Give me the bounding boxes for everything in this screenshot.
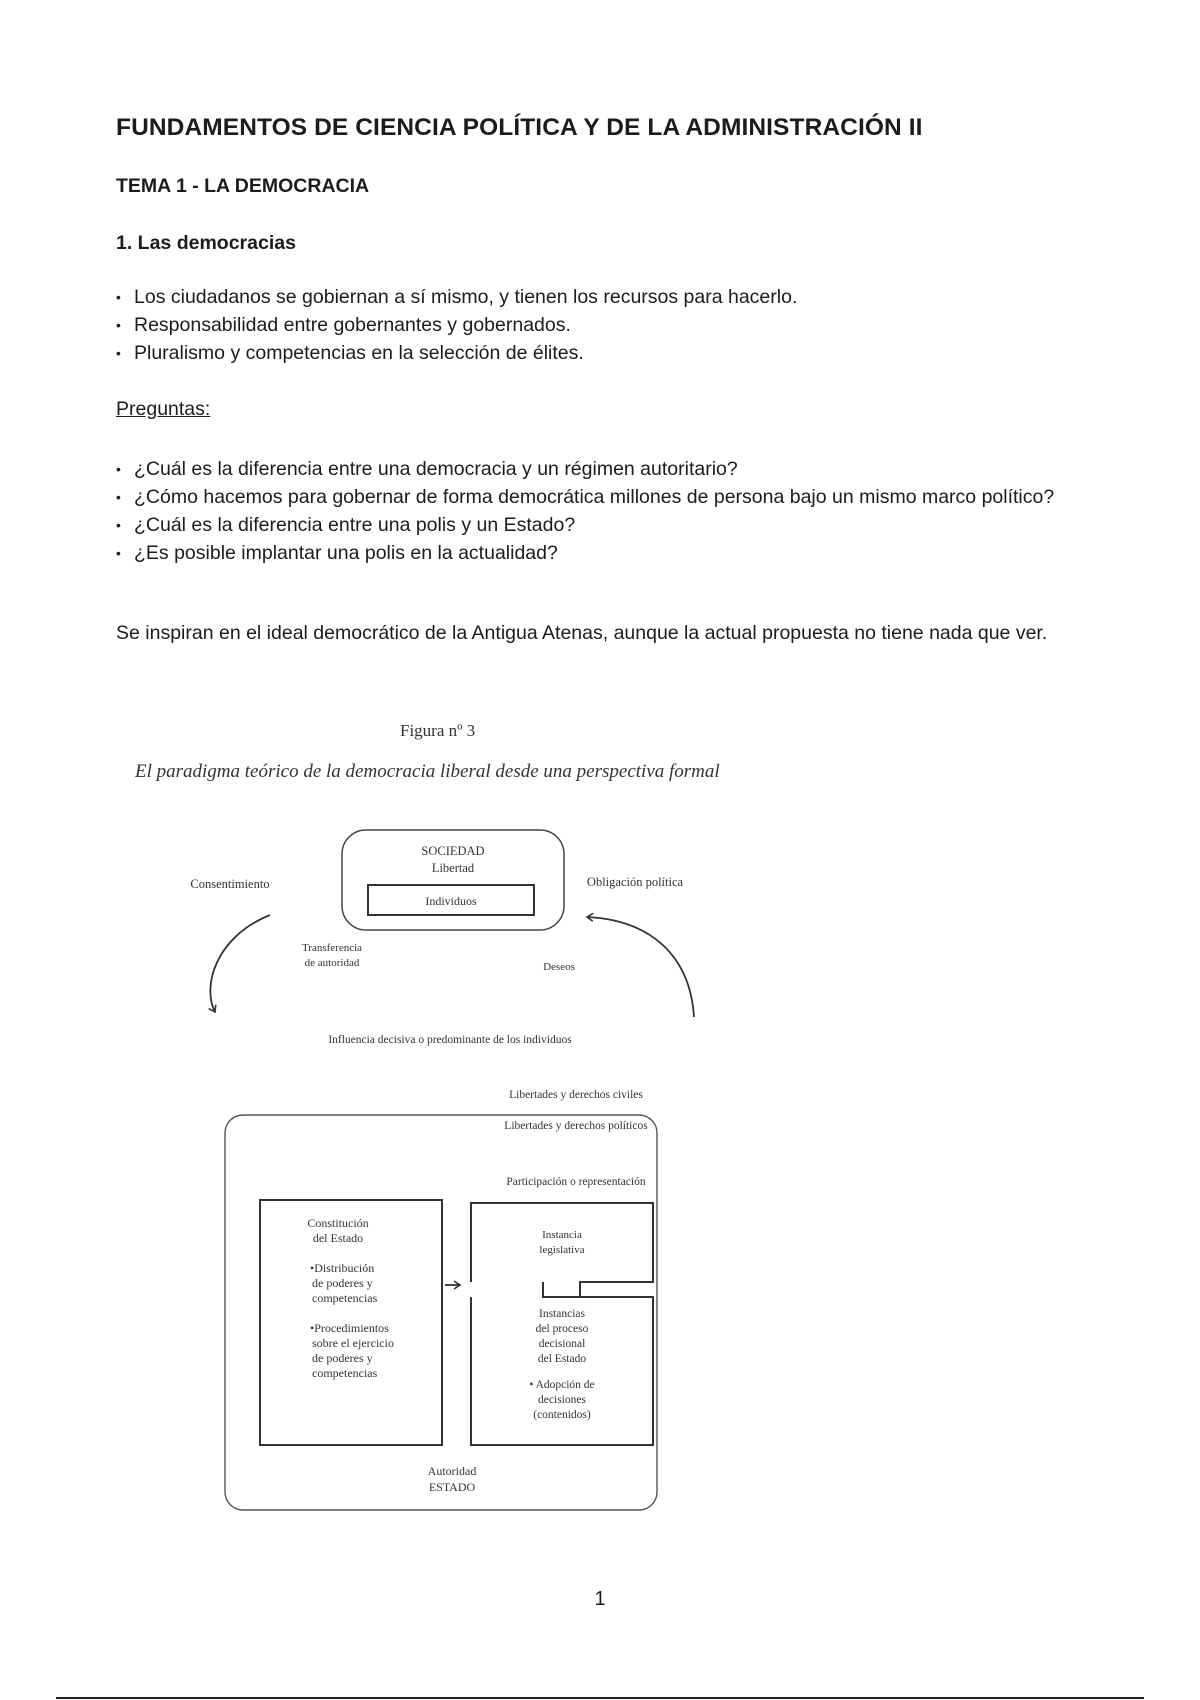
list-item: • ¿Cuál es la diferencia entre una democracia y un régimen autoritario?: [116, 455, 1076, 483]
decision-line2: del proceso: [535, 1323, 589, 1335]
obligation-arrow: [587, 917, 694, 1017]
adoption-line3: (contenidos): [533, 1409, 591, 1421]
questions-list: [116, 455, 1076, 567]
society-sub-label: Libertad: [431, 861, 475, 875]
influence-label: Influencia decisiva o predominante de los individuos: [328, 1034, 572, 1046]
transfer-label-line1: Transferencia: [301, 942, 363, 954]
consent-arrow: [210, 915, 270, 1012]
participation-label: Participación o representación: [506, 1176, 646, 1188]
list-item: • Los ciudadanos se gobiernan a sí mismo, y tienen los recursos para hacerlo.: [116, 283, 1076, 311]
procedures-line2: sobre el ejercicio: [312, 1336, 394, 1350]
legislative-line1: Instancia: [542, 1229, 582, 1241]
political-rights-label: Libertades y derechos políticos: [504, 1120, 648, 1132]
constitution-line1: Constitución: [307, 1216, 369, 1230]
society-label: SOCIEDAD: [421, 844, 485, 858]
figure-number: Figura nº 3: [400, 721, 476, 740]
list-item: • ¿Cuál es la diferencia entre una polis y un Estado?: [116, 511, 1076, 539]
document-title: FUNDAMENTOS DE CIENCIA POLÍTICA Y DE LA ADMINISTRACIÓN II: [116, 114, 923, 141]
constitution-line2: del Estado: [312, 1231, 364, 1245]
list-item: • ¿Cómo hacemos para gobernar de forma democrática millones de persona bajo un mismo marco político?: [116, 483, 1076, 511]
democracy-features-list: [116, 283, 1076, 367]
consent-label: Consentimiento: [190, 877, 270, 891]
distribution-line3: competencias: [312, 1291, 378, 1305]
figure-diagram: [120, 705, 840, 1525]
section-heading: 1. Las democracias: [116, 232, 296, 254]
liberal-democracy-figure: [120, 705, 840, 1525]
obligation-label: Obligación política: [586, 875, 684, 889]
adoption-line1: • Adopción de: [529, 1379, 595, 1391]
distribution-line2: de poderes y: [312, 1276, 373, 1290]
procedures-line4: competencias: [312, 1366, 378, 1380]
figure-caption: El paradigma teórico de la democracia liberal desde una perspectiva formal: [135, 761, 720, 782]
list-item: • ¿Es posible implantar una polis en la actualidad?: [116, 539, 1076, 567]
list-item: • Pluralismo y competencias en la selección de élites.: [116, 339, 1076, 367]
procedures-line3: de poderes y: [312, 1351, 373, 1365]
distribution-line1: •Distribución: [310, 1261, 375, 1275]
conclusion-paragraph: Se inspiran en el ideal democrático de la Antigua Atenas, aunque la actual propuesta no tiene nada que ver.: [116, 622, 1048, 644]
state-label: ESTADO: [428, 1480, 476, 1494]
transfer-label-line2: de autoridad: [304, 957, 360, 969]
desires-label: Deseos: [543, 961, 575, 973]
topic-heading: TEMA 1 - LA DEMOCRACIA: [116, 175, 370, 197]
adoption-line2: decisiones: [538, 1394, 586, 1406]
decision-line3: decisional: [538, 1338, 586, 1350]
questions-label: Preguntas:: [116, 398, 211, 420]
page-number: 1: [594, 1588, 606, 1610]
list-item: • Responsabilidad entre gobernantes y gobernados.: [116, 311, 1076, 339]
procedures-line1: •Procedimientos: [310, 1321, 389, 1335]
decision-line1: Instancias: [539, 1308, 585, 1320]
legislative-line2: legislativa: [539, 1244, 585, 1256]
individuals-label: Individuos: [425, 894, 477, 908]
footer-divider: [56, 1697, 1144, 1699]
authority-label: Autoridad: [427, 1464, 477, 1478]
civil-rights-label: Libertades y derechos civiles: [509, 1089, 643, 1101]
decision-line4: del Estado: [537, 1353, 587, 1365]
